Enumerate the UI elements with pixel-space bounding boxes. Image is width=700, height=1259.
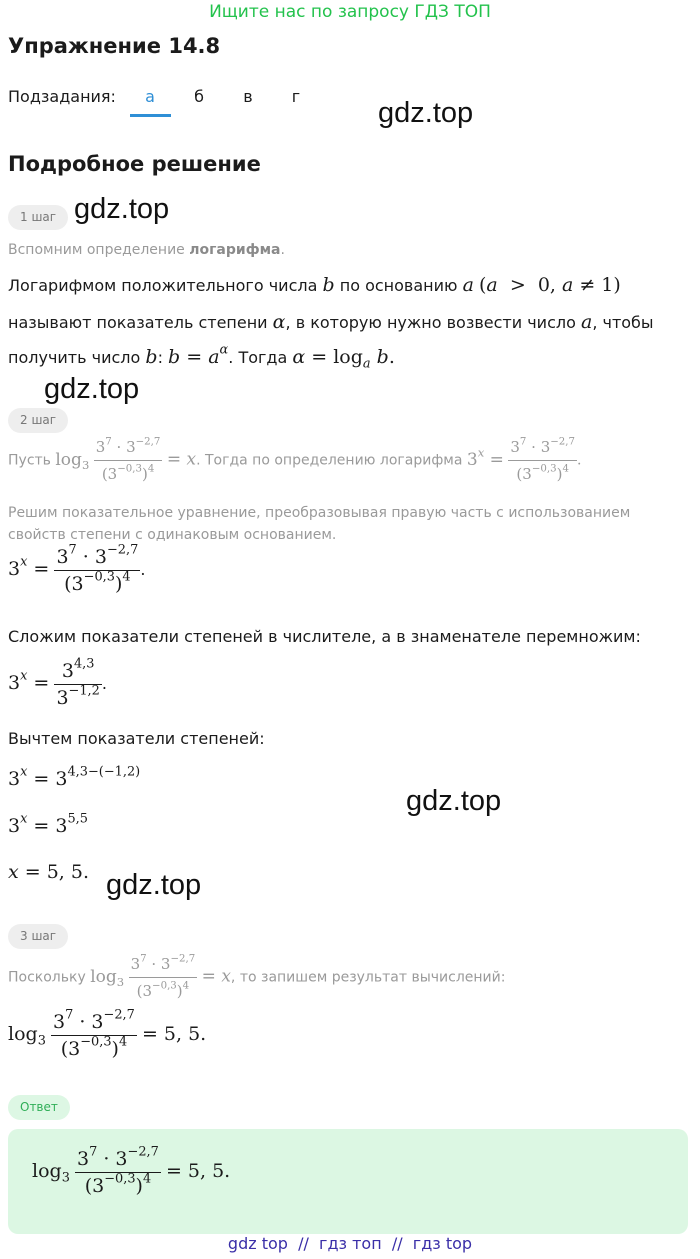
watermark: gdz.top xyxy=(378,97,474,129)
watermark: gdz.top xyxy=(44,373,140,405)
subtask-tab-b[interactable]: б xyxy=(194,87,204,106)
subtask-tab-v[interactable]: в xyxy=(243,87,253,106)
step3-intro: Поскольку $\log_3$ $\frac{3^7 \cdot 3^{-2,7}}{(3^{-0,3})^4}$ = x, то запишем результат вычислений: xyxy=(8,953,506,1000)
subtask-tab-g[interactable]: г xyxy=(291,87,301,106)
step2-equation-5: x = 5, 5. xyxy=(8,861,90,883)
step1-definition-line3: получить число b: $b = a^\alpha$. Тогда $\alpha = \log_a b$. xyxy=(8,342,395,372)
subtask-tab-a[interactable]: а xyxy=(145,87,155,106)
step2-equation-2: $3^x$ = $\frac{3^{4,3}}{3^{-1,2}}$ . xyxy=(8,656,107,709)
watermark: gdz.top xyxy=(106,869,202,901)
watermark: gdz.top xyxy=(74,193,170,225)
footer-links[interactable]: gdz top // гдз топ // гдз top xyxy=(227,1234,473,1253)
step2-equation-3: $3^x = 3^{4,3-(-1,2)}$ xyxy=(8,764,141,790)
answer-badge: Ответ xyxy=(8,1095,70,1120)
step1-definition-line1: Логарифмом положительного числа b по основанию a (a > 0, a ≠ 1) xyxy=(8,274,621,296)
step-badge: 1 шаг xyxy=(8,205,68,230)
step2-explanation: Решим показательное уравнение, преобразовывая правую часть с использованием свойств степени с одинаковым основанием. xyxy=(8,505,631,543)
step-badge: 2 шаг xyxy=(8,408,68,433)
step1-hint: Вспомним определение логарифма. xyxy=(8,242,285,258)
step-badge: 3 шаг xyxy=(8,924,68,949)
step2-add-exponents: Сложим показатели степеней в числителе, а в знаменателе перемножим: xyxy=(8,627,641,646)
step2-intro: Пусть $\log_3$ $\frac{3^7 \cdot 3^{-2,7}}{(3^{-0,3})^4}$ = x. Тогда по определению логарифма $3^x$ = $\frac{3^7 \cdot 3^{-2,7}}{(3^{-0,3})^4}$ . xyxy=(8,436,582,483)
step1-definition-line2: называют показатель степени α, в которую нужно возвести число a, чтобы xyxy=(8,311,654,333)
subtasks-label: Подзадания: xyxy=(8,87,116,106)
answer-formula: $\log_3$ $\frac{3^7 \cdot 3^{-2,7}}{(3^{-0,3})^4}$ = 5, 5. xyxy=(32,1144,231,1197)
solution-heading: Подробное решение xyxy=(8,152,261,176)
watermark: gdz.top xyxy=(406,785,502,817)
step2-subtract-exponents: Вычтем показатели степеней: xyxy=(8,729,265,748)
search-banner[interactable]: Ищите нас по запросу ГДЗ ТОП xyxy=(209,2,491,22)
step2-equation-1: $3^x$ = $\frac{3^7 \cdot 3^{-2,7}}{(3^{-0,3})^4}$ . xyxy=(8,542,146,595)
step3-result: $\log_3$ $\frac{3^7 \cdot 3^{-2,7}}{(3^{-0,3})^4}$ = 5, 5. xyxy=(8,1007,207,1060)
exercise-title: Упражнение 14.8 xyxy=(8,34,221,58)
active-tab-indicator xyxy=(130,114,171,117)
step2-equation-4: $3^x = 3^{5,5}$ xyxy=(8,811,88,837)
